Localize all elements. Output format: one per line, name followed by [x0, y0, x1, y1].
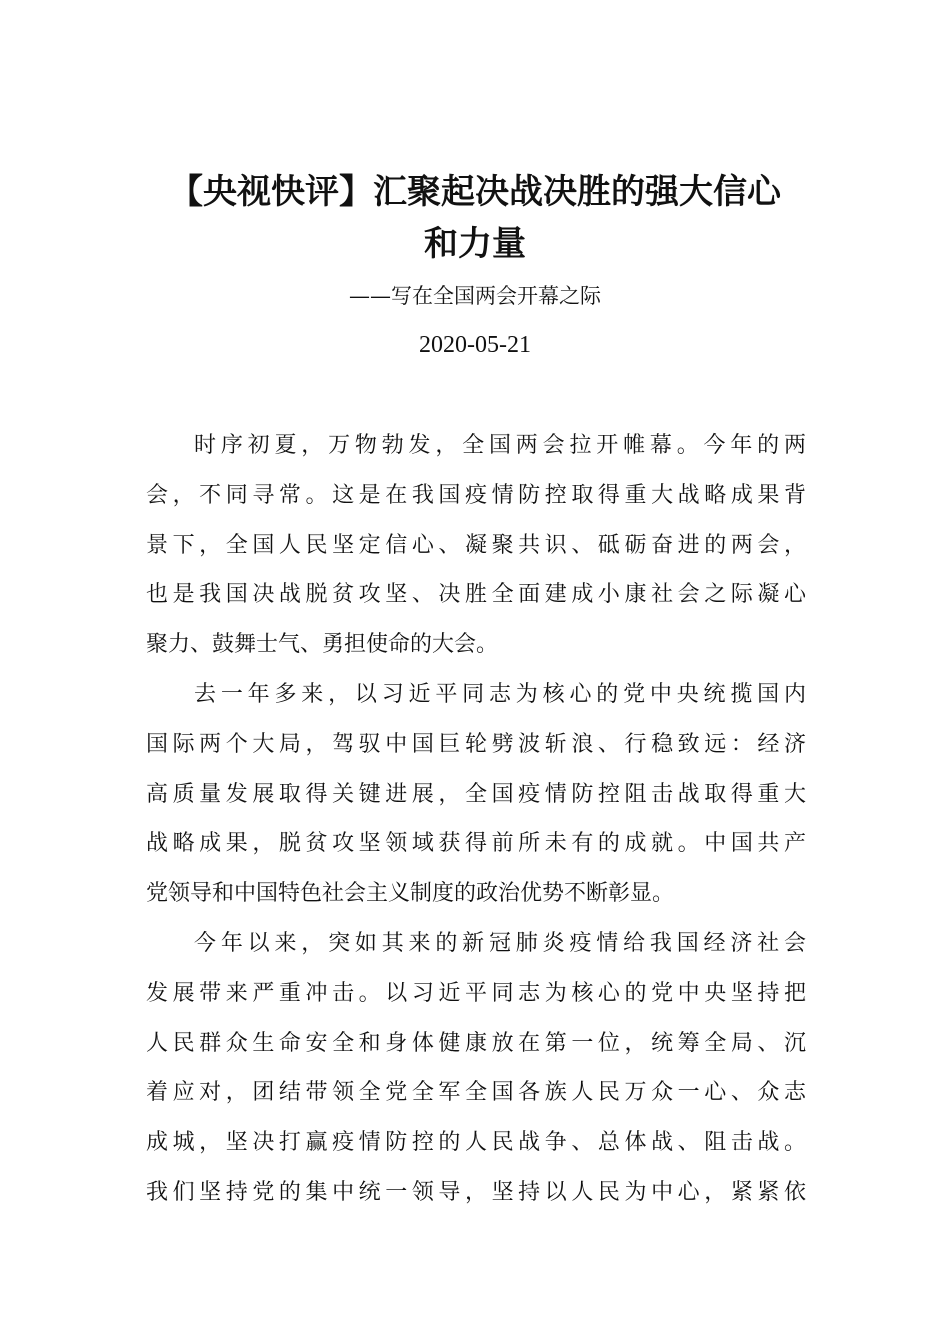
title-line: 【央视快评】汇聚起决战决胜的强大信心 — [169, 172, 781, 212]
text-line: 会，不同寻常。这是在我国疫情防控取得重大战略成果背 — [146, 482, 806, 508]
paragraph — [146, 919, 806, 1218]
text-line: 聚力、鼓舞士气、勇担使命的大会。 — [146, 632, 499, 658]
text-line: 国际两个大局，驾驭中国巨轮劈波斩浪、行稳致远：经济 — [146, 731, 806, 757]
text-line: 去一年多来，以习近平同志为核心的党中央统揽国内 — [194, 681, 806, 707]
text-line: 今年以来，突如其来的新冠肺炎疫情给我国经济社会 — [194, 930, 806, 956]
text-line: 着应对，团结带领全党全军全国各族人民万众一心、众志 — [146, 1080, 806, 1106]
publish-date: 2020-05-21 — [419, 332, 531, 358]
text-line: 也是我国决战脱贫攻坚、决胜全面建成小康社会之际凝心 — [146, 582, 806, 608]
text-line: 发展带来严重冲击。以习近平同志为核心的党中央坚持把 — [146, 980, 806, 1006]
article-body — [146, 421, 806, 1218]
text-line: 高质量发展取得关键进展，全国疫情防控阻击战取得重大 — [146, 781, 806, 807]
title-line: 和力量 — [424, 224, 526, 264]
document-subtitle: ——写在全国两会开幕之际 — [349, 284, 601, 308]
text-line: 景下，全国人民坚定信心、凝聚共识、砥砺奋进的两会， — [146, 532, 806, 558]
text-line: 人民群众生命安全和身体健康放在第一位，统筹全局、沉 — [146, 1030, 806, 1056]
text-line: 时序初夏，万物勃发，全国两会拉开帷幕。今年的两 — [194, 433, 806, 458]
paragraph — [146, 670, 806, 919]
document-title — [130, 166, 820, 270]
paragraph — [146, 421, 806, 670]
text-line: 党领导和中国特色社会主义制度的政治优势不断彰显。 — [146, 881, 675, 907]
text-line: 战略成果，脱贫攻坚领域获得前所未有的成就。中国共产 — [146, 831, 806, 857]
text-line: 成城，坚决打赢疫情防控的人民战争、总体战、阻击战。 — [146, 1130, 806, 1156]
text-line: 我们坚持党的集中统一领导，坚持以人民为中心，紧紧依 — [146, 1179, 806, 1205]
